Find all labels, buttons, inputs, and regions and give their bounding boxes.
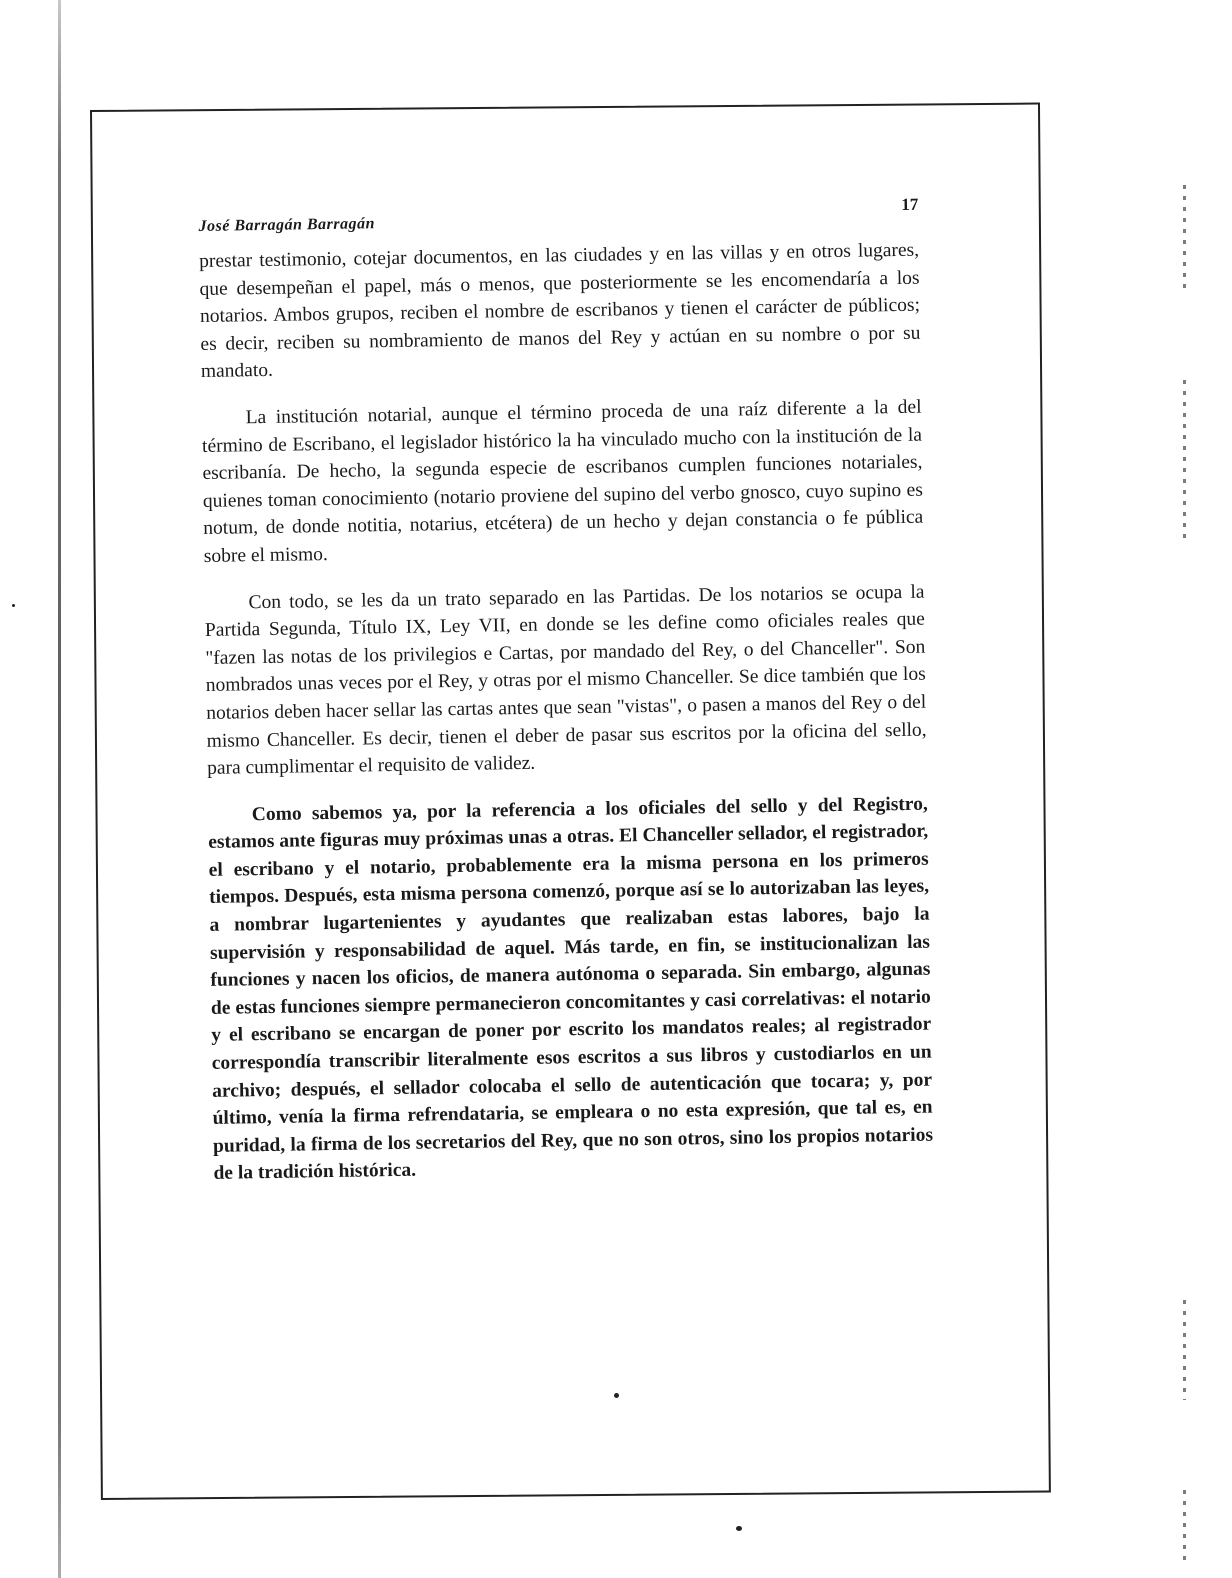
scan-mark-right-1 [1183,185,1186,295]
page-number: 17 [901,194,919,214]
scan-mark-right-2 [1183,380,1186,540]
paragraph-1: prestar testimonio, cotejar documentos, en las ciudades y en las villas y en otros lugares, que desempeñan el papel, más o menos, que posteriormente se les encomendaría a los notarios. Ambos grupos, reciben el nombre de escribanos y tienen el carácter de públicos; es decir, reciben su nombramiento de manos del Rey y actúan en su nombre o por su mandato. [198,239,921,383]
scan-edge-left [58,0,61,1578]
scan-mark-right-4 [1183,1490,1186,1560]
speck-mark [614,1393,619,1398]
speck-mark [736,1526,742,1531]
page-header [198,177,919,248]
paragraph-2: La institución notarial, aunque el término proceda de una raíz diferente a la del término de Escribano, el legislador histórico la ha vinculado mucho con la institución de la escribanía. De hecho, la segunda especie de escribanos cumplen funciones notariales, quienes toman conocimiento (notario proviene del supino del verbo gnosco, cuyo supino es notum, de donde notitia, notarius, etcétera) de un hecho y dejan constancia o fe pública sobre el mismo. [201,396,924,567]
paragraph-4: Como sabemos ya, por la referencia a los oficiales del sello y del Registro, estamos ante figuras muy próximas unas a otras. El Chanceller sellador, el registrador, el escribano y el notario, probablemente era la misma persona en los primeros tiempos. Después, esta misma persona comenzó, porque así se lo autorizaban las leyes, a nombrar lugartenientes y ayudantes que realizaban estas labores, bajo la supervisión y responsabilidad de aquel. Más tarde, en fin, se institucionalizan las funciones y nacen los oficios, de manera autónoma o separada. Sin embargo, algunas de estas funciones siempre permanecieron concomitantes y casi correlativas: el notario y el escribano se encargan de poner por escrito los mandatos reales; al registrador correspondía transcribir literalmente esos escritos a sus libros y custodiarlos en un archivo; después, el sellador colocaba el sello de autenticación que tocara; y, por último, venía la firma refrendataria, se empleara o no esta expresión, que tal es, en puridad, la firma de los secretarios del Rey, que no son otros, sino los propios notarios de la tradición histórica. [208,793,934,1185]
page-content [198,177,934,1207]
paragraph-3: Con todo, se les da un trato separado en las Partidas. De los notarios se ocupa la Partida Segunda, Título IX, Ley VII, en donde se les define como oficiales reales que "fazen las notas de los privilegios e Cartas, por mandado del Rey, o del Chanceller". Son nombrados unas veces por el Rey, y otras por el mismo Chanceller. Se dice también que los notarios deben hacer sellar las cartas antes que sean "vistas", o pasen a manos del Rey o del mismo Chanceller. Es decir, tienen el deber de pasar sus escritos por la oficina del sello, para cumplimentar el requisito de validez. [204,581,927,780]
running-header-author: José Barragán Barragán [198,215,376,235]
speck-mark [12,604,15,607]
scan-mark-right-3 [1183,1300,1186,1400]
